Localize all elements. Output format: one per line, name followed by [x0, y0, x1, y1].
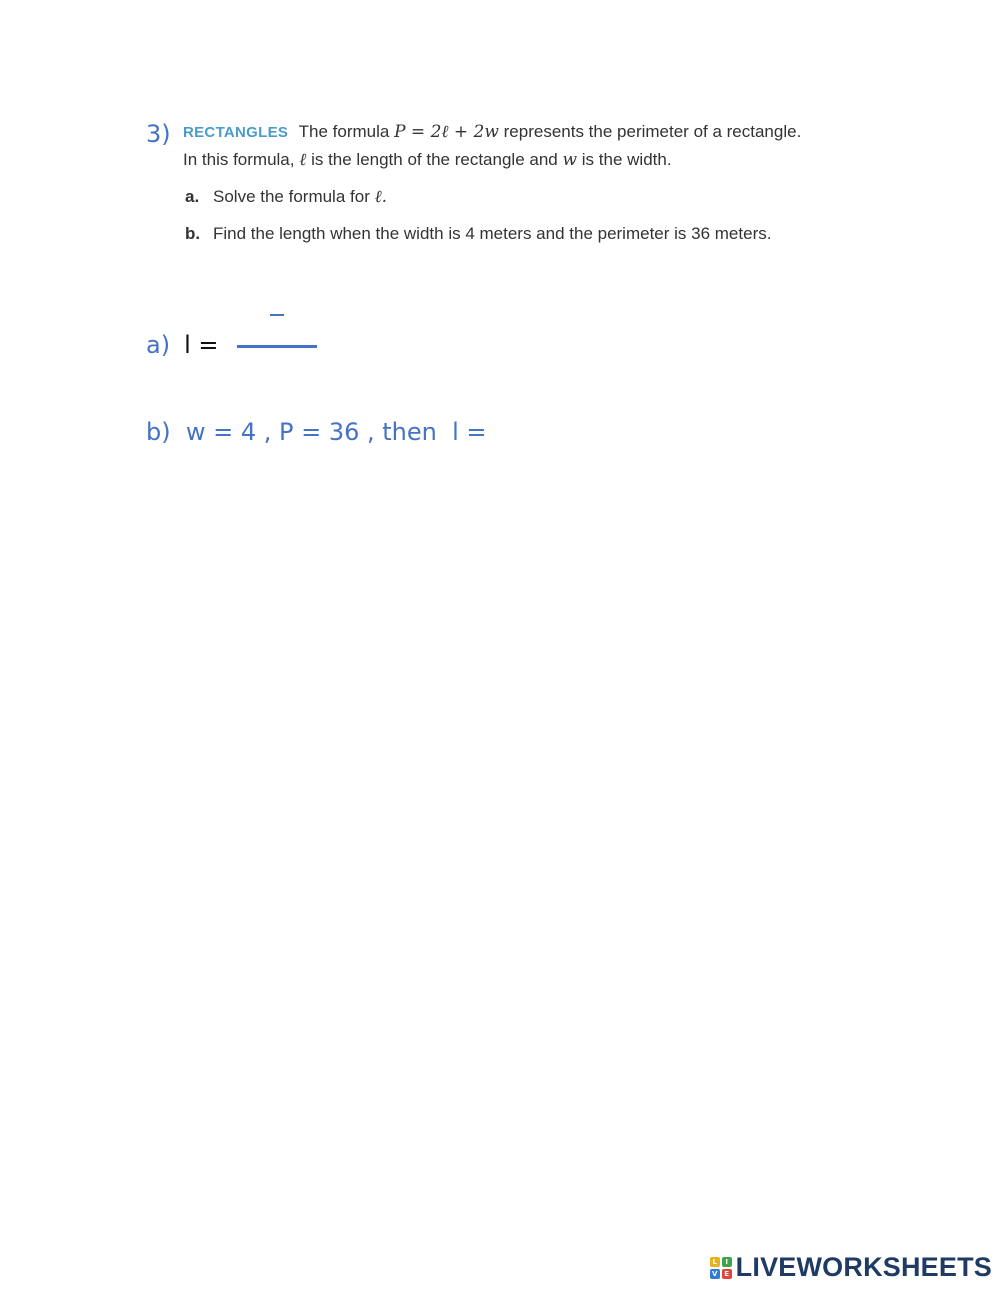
logo-tile-v: V	[710, 1269, 720, 1279]
answer-a-row	[146, 331, 218, 359]
part-a	[183, 183, 923, 211]
answer-b-row: b) w = 4 , P = 36 , then l =	[146, 418, 487, 446]
answer-a-equation: l =	[184, 331, 219, 359]
logo-tile-l: L	[710, 1257, 720, 1267]
logo-icon	[710, 1257, 732, 1279]
line2-text-c: is the width.	[581, 150, 672, 169]
part-a-letter: a.	[185, 187, 200, 206]
logo-tile-e: E	[722, 1269, 732, 1279]
liveworksheets-logo	[710, 1252, 992, 1283]
part-b-text: Find the length when the width is 4 meters and the perimeter is 36 meters.	[213, 224, 772, 243]
part-b-letter: b.	[185, 224, 201, 243]
problem-statement	[183, 118, 923, 247]
answer-a-label: a)	[146, 331, 171, 359]
line2-text-a: In this formula,	[183, 150, 295, 169]
part-a-text: Solve the formula for	[213, 187, 370, 206]
part-b	[183, 220, 923, 247]
fraction-numerator-blank[interactable]	[270, 314, 284, 316]
length-variable: ℓ	[299, 150, 307, 170]
formula-suffix: represents the perimeter of a rectangle.	[503, 122, 802, 141]
formula-prefix: The formula	[298, 122, 390, 141]
logo-tile-i: I	[722, 1257, 732, 1267]
brand-name: LIVEWORKSHEETS	[735, 1252, 992, 1282]
problem-keyword: RECTANGLES	[183, 124, 289, 141]
part-a-variable: ℓ.	[374, 187, 388, 207]
width-variable: w	[562, 150, 578, 170]
question-number: 3)	[146, 120, 171, 148]
problem-line-1	[183, 118, 923, 146]
problem-line-2	[183, 146, 923, 174]
perimeter-formula: P = 2ℓ + 2w	[394, 122, 499, 142]
fraction-bar	[237, 345, 317, 348]
line2-text-b: is the length of the rectangle and	[311, 150, 558, 169]
